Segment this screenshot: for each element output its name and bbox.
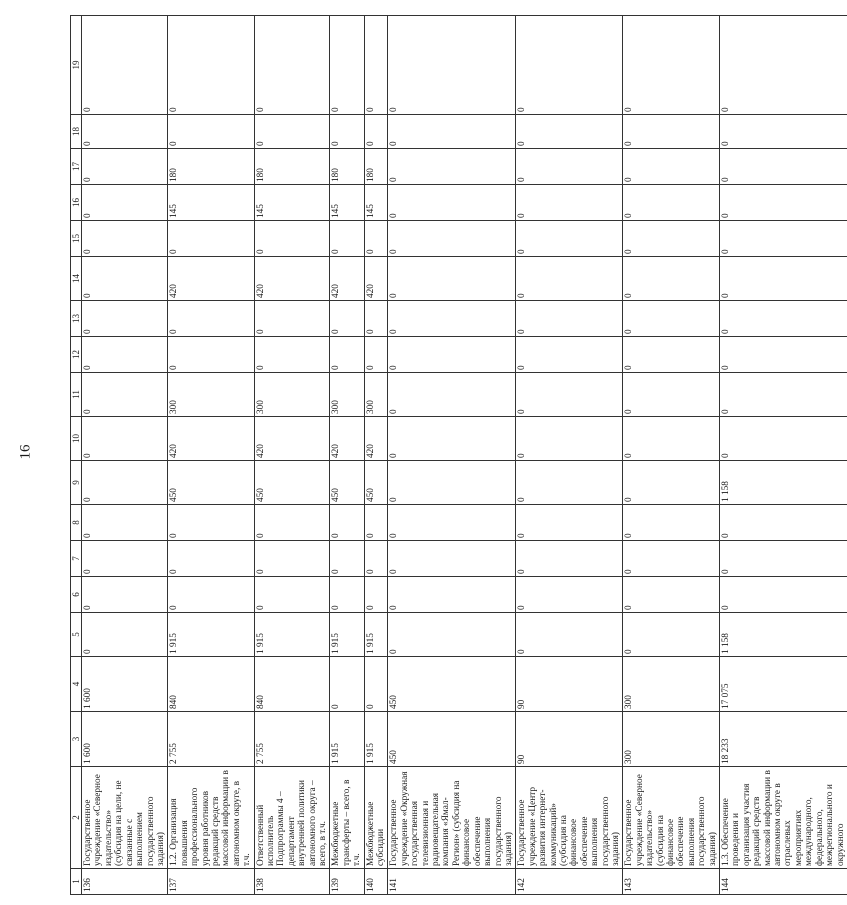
column-header-4: 4 (71, 657, 82, 712)
value-cell-col-9: 450 (254, 461, 330, 505)
value-cell-col-11: 300 (168, 373, 254, 417)
value-cell-col-16: 145 (330, 185, 364, 221)
budget-table (70, 15, 847, 895)
header-row (71, 16, 82, 895)
value-cell-col-7: 0 (168, 541, 254, 577)
table-row (623, 16, 720, 895)
value-cell-col-13: 0 (254, 301, 330, 337)
column-header-1: 1 (71, 869, 82, 895)
value-cell-col-10: 420 (364, 417, 388, 461)
value-cell-col-17: 180 (330, 149, 364, 185)
value-cell-col-19: 0 (720, 16, 847, 115)
value-cell-col-16: 0 (388, 185, 516, 221)
column-header-9: 9 (71, 461, 82, 505)
row-title-cell: Ответственный исполнитель Подпрограммы 4 – департамент внутренней политики автономного округа – всего, в т.ч. (254, 767, 330, 869)
row-number-cell: 140 (364, 869, 388, 895)
value-cell-col-3: 90 (516, 712, 623, 767)
value-cell-col-4: 0 (330, 657, 364, 712)
value-cell-col-8: 0 (388, 505, 516, 541)
value-cell-col-8: 0 (623, 505, 720, 541)
value-cell-col-16: 0 (720, 185, 847, 221)
row-title-cell: Государственное учреждение «Северное издательство» (субсидия на финансовое обеспечение выполнения государственного задания) (623, 767, 720, 869)
value-cell-col-18: 0 (254, 115, 330, 149)
value-cell-col-3: 300 (623, 712, 720, 767)
value-cell-col-19: 0 (364, 16, 388, 115)
value-cell-col-6: 0 (168, 577, 254, 613)
value-cell-col-11: 0 (82, 373, 168, 417)
value-cell-col-5: 1 915 (330, 613, 364, 657)
value-cell-col-12: 0 (623, 337, 720, 373)
column-header-16: 16 (71, 185, 82, 221)
value-cell-col-10: 0 (720, 417, 847, 461)
value-cell-col-4: 840 (168, 657, 254, 712)
row-number-cell: 142 (516, 869, 623, 895)
value-cell-col-3: 1 600 (82, 712, 168, 767)
value-cell-col-3: 2 755 (254, 712, 330, 767)
column-header-14: 14 (71, 257, 82, 301)
value-cell-col-7: 0 (623, 541, 720, 577)
table-body (82, 16, 847, 895)
value-cell-col-13: 0 (82, 301, 168, 337)
value-cell-col-19: 0 (254, 16, 330, 115)
page-number: 16 (17, 444, 34, 460)
column-header-17: 17 (71, 149, 82, 185)
row-title-cell: Межбюджетные субсидии (364, 767, 388, 869)
value-cell-col-4: 17 075 (720, 657, 847, 712)
column-header-10: 10 (71, 417, 82, 461)
value-cell-col-9: 0 (82, 461, 168, 505)
row-title-cell: Межбюджетные трансферты – всего, в т.ч. (330, 767, 364, 869)
value-cell-col-11: 300 (254, 373, 330, 417)
value-cell-col-12: 0 (254, 337, 330, 373)
table-row (364, 16, 388, 895)
row-title-cell: 1.3. Обеспечение проведения и организация участия редакций средств массовой информации в автономном округе в отраслевых мероприятиях международного, федерального, межрегионального и окружного (720, 767, 847, 869)
value-cell-col-19: 0 (516, 16, 623, 115)
value-cell-col-14: 0 (720, 257, 847, 301)
value-cell-col-17: 180 (168, 149, 254, 185)
column-header-6: 6 (71, 577, 82, 613)
value-cell-col-9: 0 (623, 461, 720, 505)
value-cell-col-10: 420 (330, 417, 364, 461)
value-cell-col-17: 180 (364, 149, 388, 185)
value-cell-col-7: 0 (330, 541, 364, 577)
value-cell-col-12: 0 (388, 337, 516, 373)
value-cell-col-6: 0 (82, 577, 168, 613)
value-cell-col-13: 0 (623, 301, 720, 337)
value-cell-col-14: 420 (254, 257, 330, 301)
value-cell-col-17: 180 (254, 149, 330, 185)
column-header-19: 19 (71, 16, 82, 115)
column-header-3: 3 (71, 712, 82, 767)
value-cell-col-15: 0 (330, 221, 364, 257)
value-cell-col-8: 0 (516, 505, 623, 541)
value-cell-col-11: 0 (623, 373, 720, 417)
value-cell-col-18: 0 (388, 115, 516, 149)
table-row (168, 16, 254, 895)
value-cell-col-5: 0 (623, 613, 720, 657)
value-cell-col-15: 0 (388, 221, 516, 257)
value-cell-col-7: 0 (82, 541, 168, 577)
value-cell-col-14: 0 (82, 257, 168, 301)
table-row (516, 16, 623, 895)
table-row (82, 16, 168, 895)
value-cell-col-16: 145 (168, 185, 254, 221)
value-cell-col-19: 0 (623, 16, 720, 115)
value-cell-col-10: 420 (168, 417, 254, 461)
value-cell-col-10: 0 (82, 417, 168, 461)
value-cell-col-9: 450 (364, 461, 388, 505)
budget-table-rotated (70, 15, 846, 895)
value-cell-col-9: 0 (388, 461, 516, 505)
value-cell-col-9: 450 (168, 461, 254, 505)
column-header-13: 13 (71, 301, 82, 337)
value-cell-col-8: 0 (82, 505, 168, 541)
value-cell-col-4: 450 (388, 657, 516, 712)
value-cell-col-4: 300 (623, 657, 720, 712)
value-cell-col-11: 300 (364, 373, 388, 417)
value-cell-col-16: 0 (82, 185, 168, 221)
value-cell-col-17: 0 (82, 149, 168, 185)
value-cell-col-4: 1 600 (82, 657, 168, 712)
value-cell-col-19: 0 (388, 16, 516, 115)
value-cell-col-10: 0 (516, 417, 623, 461)
value-cell-col-11: 0 (388, 373, 516, 417)
value-cell-col-3: 2 755 (168, 712, 254, 767)
column-header-12: 12 (71, 337, 82, 373)
value-cell-col-15: 0 (623, 221, 720, 257)
value-cell-col-18: 0 (516, 115, 623, 149)
column-header-2: 2 (71, 767, 82, 869)
value-cell-col-6: 0 (388, 577, 516, 613)
value-cell-col-17: 0 (720, 149, 847, 185)
value-cell-col-8: 0 (168, 505, 254, 541)
value-cell-col-14: 0 (388, 257, 516, 301)
value-cell-col-3: 1 915 (364, 712, 388, 767)
value-cell-col-13: 0 (388, 301, 516, 337)
value-cell-col-7: 0 (516, 541, 623, 577)
value-cell-col-10: 0 (388, 417, 516, 461)
row-title-cell: Государственное учреждение «Северное издательство» (субсидия на цели, не связанные с выполнением государственного задания) (82, 767, 168, 869)
value-cell-col-10: 420 (254, 417, 330, 461)
value-cell-col-6: 0 (516, 577, 623, 613)
value-cell-col-19: 0 (82, 16, 168, 115)
row-title-cell: Государственное учреждение «Окружная государственная телевизионная и радиовещательная компания «Ямал-Регион» (субсидия на финансовое обеспечение выполнения государственного задания) (388, 767, 516, 869)
value-cell-col-12: 0 (516, 337, 623, 373)
value-cell-col-8: 0 (254, 505, 330, 541)
row-number-cell: 138 (254, 869, 330, 895)
value-cell-col-13: 0 (364, 301, 388, 337)
row-title-cell: Государственное учреждение «Центр развития интернет-коммуникаций» (субсидия на финансовое обеспечение выполнения государственного задания) (516, 767, 623, 869)
value-cell-col-13: 0 (516, 301, 623, 337)
value-cell-col-6: 0 (254, 577, 330, 613)
value-cell-col-16: 145 (254, 185, 330, 221)
value-cell-col-18: 0 (330, 115, 364, 149)
value-cell-col-9: 1 158 (720, 461, 847, 505)
value-cell-col-17: 0 (388, 149, 516, 185)
column-header-5: 5 (71, 613, 82, 657)
value-cell-col-16: 145 (364, 185, 388, 221)
value-cell-col-13: 0 (720, 301, 847, 337)
value-cell-col-11: 300 (330, 373, 364, 417)
value-cell-col-14: 420 (364, 257, 388, 301)
value-cell-col-7: 0 (388, 541, 516, 577)
value-cell-col-13: 0 (330, 301, 364, 337)
value-cell-col-14: 0 (623, 257, 720, 301)
row-number-cell: 139 (330, 869, 364, 895)
value-cell-col-5: 0 (82, 613, 168, 657)
value-cell-col-3: 1 915 (330, 712, 364, 767)
value-cell-col-12: 0 (330, 337, 364, 373)
value-cell-col-17: 0 (623, 149, 720, 185)
value-cell-col-12: 0 (82, 337, 168, 373)
value-cell-col-11: 0 (720, 373, 847, 417)
value-cell-col-7: 0 (254, 541, 330, 577)
row-number-cell: 143 (623, 869, 720, 895)
column-header-18: 18 (71, 115, 82, 149)
value-cell-col-3: 450 (388, 712, 516, 767)
value-cell-col-11: 0 (516, 373, 623, 417)
row-number-cell: 141 (388, 869, 516, 895)
value-cell-col-8: 0 (720, 505, 847, 541)
table-row (720, 16, 847, 895)
value-cell-col-18: 0 (364, 115, 388, 149)
value-cell-col-8: 0 (330, 505, 364, 541)
column-header-15: 15 (71, 221, 82, 257)
value-cell-col-16: 0 (623, 185, 720, 221)
value-cell-col-5: 1 915 (364, 613, 388, 657)
value-cell-col-12: 0 (364, 337, 388, 373)
value-cell-col-19: 0 (168, 16, 254, 115)
value-cell-col-5: 0 (516, 613, 623, 657)
value-cell-col-10: 0 (623, 417, 720, 461)
value-cell-col-9: 450 (330, 461, 364, 505)
value-cell-col-17: 0 (516, 149, 623, 185)
value-cell-col-14: 420 (168, 257, 254, 301)
value-cell-col-12: 0 (168, 337, 254, 373)
value-cell-col-14: 420 (330, 257, 364, 301)
row-title-cell: 1.2. Организация повышения профессионального уровня работников редакций средств массовой информации в автономном округе, в т.ч. (168, 767, 254, 869)
value-cell-col-5: 1 915 (254, 613, 330, 657)
column-header-8: 8 (71, 505, 82, 541)
value-cell-col-5: 1 158 (720, 613, 847, 657)
value-cell-col-5: 1 915 (168, 613, 254, 657)
value-cell-col-6: 0 (623, 577, 720, 613)
table-row (388, 16, 516, 895)
value-cell-col-15: 0 (720, 221, 847, 257)
value-cell-col-15: 0 (168, 221, 254, 257)
value-cell-col-6: 0 (330, 577, 364, 613)
value-cell-col-15: 0 (364, 221, 388, 257)
value-cell-col-12: 0 (720, 337, 847, 373)
value-cell-col-5: 0 (388, 613, 516, 657)
value-cell-col-18: 0 (168, 115, 254, 149)
table-row (330, 16, 364, 895)
value-cell-col-15: 0 (82, 221, 168, 257)
value-cell-col-14: 0 (516, 257, 623, 301)
value-cell-col-16: 0 (516, 185, 623, 221)
value-cell-col-3: 18 233 (720, 712, 847, 767)
value-cell-col-9: 0 (516, 461, 623, 505)
row-number-cell: 137 (168, 869, 254, 895)
value-cell-col-18: 0 (82, 115, 168, 149)
column-header-7: 7 (71, 541, 82, 577)
value-cell-col-4: 840 (254, 657, 330, 712)
row-number-cell: 144 (720, 869, 847, 895)
row-number-cell: 136 (82, 869, 168, 895)
value-cell-col-13: 0 (168, 301, 254, 337)
value-cell-col-19: 0 (330, 16, 364, 115)
value-cell-col-8: 0 (364, 505, 388, 541)
value-cell-col-4: 0 (364, 657, 388, 712)
column-header-11: 11 (71, 373, 82, 417)
value-cell-col-6: 0 (364, 577, 388, 613)
value-cell-col-18: 0 (623, 115, 720, 149)
table-row (254, 16, 330, 895)
value-cell-col-6: 0 (720, 577, 847, 613)
value-cell-col-4: 90 (516, 657, 623, 712)
value-cell-col-18: 0 (720, 115, 847, 149)
value-cell-col-15: 0 (516, 221, 623, 257)
value-cell-col-7: 0 (720, 541, 847, 577)
value-cell-col-15: 0 (254, 221, 330, 257)
value-cell-col-7: 0 (364, 541, 388, 577)
